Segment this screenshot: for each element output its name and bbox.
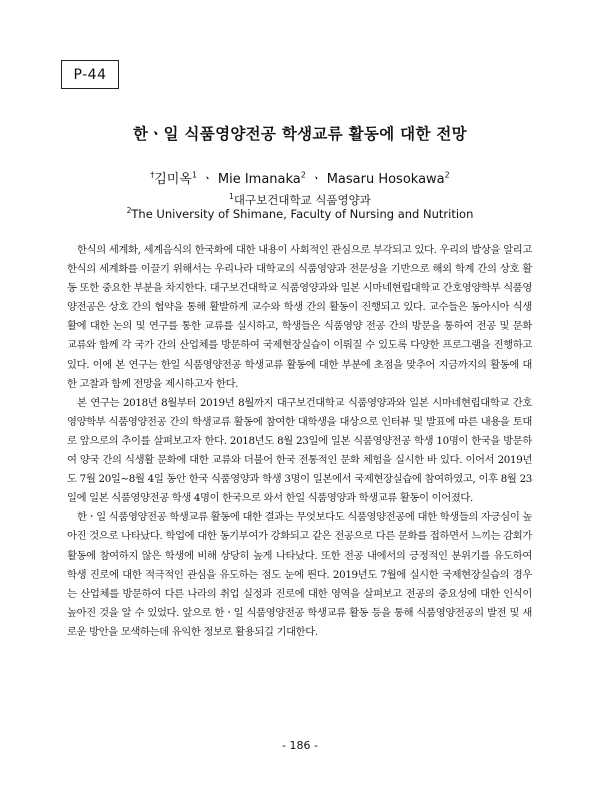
author-line — [0, 168, 600, 187]
poster-id-badge: P-44 — [61, 60, 119, 89]
affiliation-1-text: 대구보건대학교 식품영양과 — [233, 193, 371, 207]
abstract-body — [67, 241, 532, 642]
paper-title: 한ㆍ일 식품영양전공 학생교류 활동에 대한 전망 — [133, 125, 467, 143]
author-3-affiliation: 2 — [444, 170, 450, 180]
author-2-name: Mie Imanaka — [217, 172, 301, 187]
affiliation-2 — [0, 207, 600, 221]
affiliation-1-marker: 1 — [229, 192, 234, 202]
abstract-paragraph: 한ㆍ일 식품영양전공 학생교류 활동에 대한 결과는 무엇보다도 식품영양전공에 대한 학생들의 자긍심이 높아진 것으로 나타났다. 학업에 대한 동기부여가 강화되고 같은 전공으로 다른 문화를 접하면서 느끼는 감회가 활동에 참여하지 않은 학생에 비해 상당히 높게 나타났다. 또한 전공 내에서의 긍정적인 분위기를 유도하여 학생 진로에 대한 적극적인 관심을 유도하는 점도 눈에 띈다. 2019년도 7월에 실시한 국제현장실습의 경우는 산업체를 방문하여 다른 나라의 취업 실정과 진로에 대한 영역을 살펴보고 전공의 중요성에 대한 인식이 높아진 것을 알 수 있었다. 앞으로 한ㆍ일 식품영양전공 학생교류 활동 등을 통해 식품영양전공의 발전 및 새로운 방안을 모색하는데 유익한 정보로 활용되길 기대한다. — [67, 511, 532, 638]
author-1-name: 김미옥 — [154, 172, 192, 187]
author-separator: ㆍ — [197, 172, 218, 187]
author-1-affiliation: 1 — [191, 170, 198, 180]
corresponding-author-mark: † — [150, 170, 155, 180]
abstract-paragraph: 한식의 세계화, 세계음식의 한국화에 대한 내용이 사회적인 관심으로 부각되고 있다. 우리의 밥상을 알리고 한식의 세계화를 이끌기 위해서는 우리나라 대학교의 식품영양과 전문성을 기반으로 해외 학계 간의 상호 활동 또한 중요한 부분을 차지한다. 대구보건대학교 식품영양과와 일본 시마네현립대학교 간호영양학부 식품영양전공은 상호 간의 협약을 통해 활발하게 교수와 학생 간의 활동이 진행되고 있다. 교수들은 동아시아 식생활에 대한 논의 및 연구를 통한 교류를 실시하고, 학생들은 식품영양 전공 간의 방문을 통하여 전공 및 문화 교류와 함께 각 국가 간의 산업체를 방문하여 국제현장실습이 이뤄질 수 있도록 다양한 프로그램을 진행하고 있다. 이에 본 연구는 한일 식품영양전공 학생교류 활동에 대한 부분에 초점을 맞추어 지금까지의 활동에 대한 고찰과 함께 전망을 제시하고자 한다. — [67, 244, 532, 390]
author-3-name: Masaru Hosokawa — [326, 172, 445, 187]
author-separator: ㆍ — [305, 172, 327, 187]
abstract-paragraph: 본 연구는 2018년 8월부터 2019년 8월까지 대구보건대학교 식품영양과와 일본 시마네현립대학교 간호영양학부 식품영양전공 간의 학생교류 활동에 참여한 대학생을 대상으로 인터뷰 및 발표에 따른 내용을 토대로 앞으로의 추이를 살펴보고자 한다. 2018년도 8월 23일에 일본 식품영양전공 학생 10명이 한국을 방문하여 양국 간의 식생활 문화에 대한 교류와 더불어 한국 전통적인 문화 체험을 실시한 바 있다. 이어서 2019년도 7월 20일~8월 4일 동안 한국 식품영양과 학생 3명이 일본에서 국제현장실습에 참여하였고, 이후 8월 23일에 일본 식품영양전공 학생 4명이 한국으로 와서 한일 식품영양과 학생교류 활동이 이어졌다. — [67, 396, 532, 505]
affiliation-2-text: The University of Shimane, Faculty of Nursing and Nutrition — [131, 207, 474, 221]
author-2-affiliation: 2 — [300, 170, 306, 180]
affiliation-2-marker: 2 — [126, 206, 132, 216]
page-number: - 186 - — [282, 739, 318, 752]
affiliation-1 — [0, 192, 600, 208]
